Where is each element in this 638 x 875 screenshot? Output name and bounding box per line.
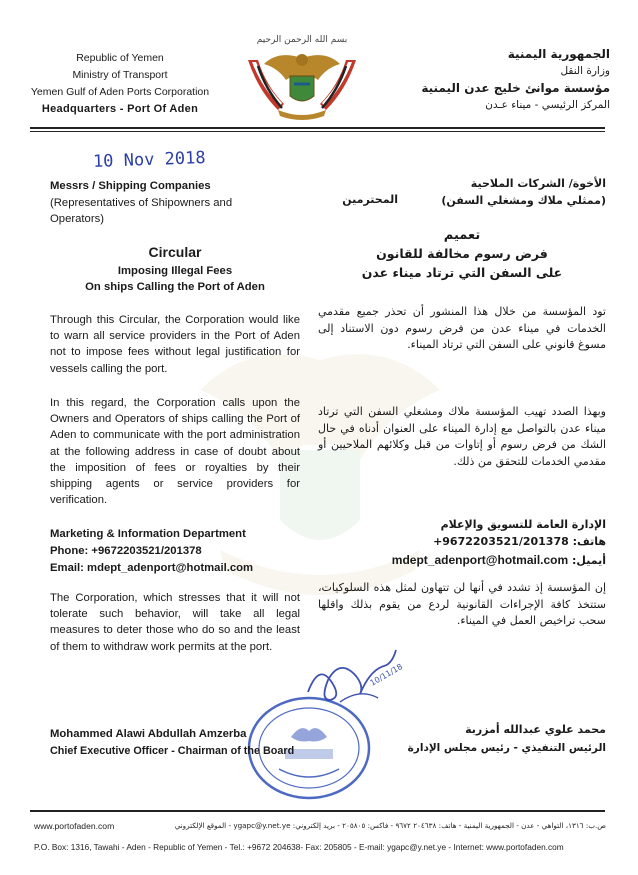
handwritten-date: 10 Nov 2018: [92, 148, 206, 172]
contact-phone-arabic-value: +9672203521/201378: [433, 535, 569, 548]
body-paragraph-3-arabic: إن المؤسسة إذ تشدد في أنها لن تتهاون لمثل هذه السلوكيات، ستتخذ كافة الإجراءات القانونية لردع من يقوم بذلك واقلها سحب تراخيص العمل في الميناء.: [318, 581, 606, 627]
footer-address-arabic: ص.ب: ١٣١٦، التواهي - عدن - الجمهورية اليمنية - هاتف: ٢٠٤٦٣٨ ٩٦٧٢ - فاكس: ٢٠٥٨٠٥ - بريد إلكتروني: ygapc@y.net.ye - الموقع الإلكتروني: [174, 821, 606, 830]
contact-phone: Phone: +9672203521/201378: [50, 545, 202, 557]
signatory-title: Chief Executive Officer - Chairman of the Board: [50, 745, 295, 757]
contact-email-arabic-value: mdept_adenport@hotmail.com: [391, 553, 569, 567]
circular-heading: Circular: [148, 244, 202, 260]
signatory-name: Mohammed Alawi Abdullah Amzerba: [50, 728, 247, 740]
corporation-name-arabic: مؤسسة موانئ خليج عدن اليمنية: [421, 81, 610, 95]
circular-subject-line1: Imposing Illegal Fees: [117, 265, 233, 277]
emblem-bismillah: بسم الله الرحمن الرحيم: [256, 35, 348, 45]
header-divider: [30, 127, 605, 129]
circular-subject-arabic-line1: فرض رسوم مخالفة للقانون: [376, 246, 548, 261]
headquarters-label: Headquarters - Port Of Aden: [41, 103, 199, 115]
country-name-arabic: الجمهورية اليمنية: [507, 47, 610, 61]
ministry-name: Ministry of Transport: [72, 69, 168, 81]
headquarters-label-arabic: المركز الرئيسي - ميناء عـدن: [485, 99, 610, 111]
ministry-name-arabic: وزارة النقل: [560, 65, 610, 77]
header-divider-thin: [30, 131, 605, 132]
footer-address-english: P.O. Box: 1316, Tawahi - Aden - Republic of Yemen - Tel.: +9672 204638- Fax: 205805 - E-mail: ygapc@y.net.ye - Internet: www.portofaden.com: [34, 842, 564, 852]
country-name: Republic of Yemen: [76, 52, 164, 64]
body-paragraph-1: Through this Circular, the Corporation would like to warn all service providers in the Port of Aden not to impose fees without legal justification for vessels calling the port.: [50, 314, 300, 375]
yemen-emblem-logo: [238, 30, 366, 125]
addressee-arabic-detail: (ممثلي ملاك ومشغلي السفن): [441, 194, 606, 207]
signatory-name-arabic: محمد علوي عبدالله أمزربة: [465, 723, 606, 736]
footer-divider: [30, 810, 605, 812]
honorific-arabic: المحترمين: [342, 193, 398, 206]
addressee-arabic: الأخوة/ الشركات الملاحية: [470, 177, 606, 190]
body-paragraph-2-arabic: وبهذا الصدد تهيب المؤسسة ملاك ومشغلي السفن التي ترتاد ميناء عدن بالتواصل مع إدارة الميناء على العنوان أدناه في حال الشك من فرض رسوم أو إتاوات من قبل وكلائهم الملاحيين أو مقدمي الخدمات للتحقق من ذلك.: [318, 405, 606, 468]
corporation-name: Yemen Gulf of Aden Ports Corporation: [30, 86, 210, 98]
footer-website[interactable]: www.portofaden.com: [34, 821, 115, 831]
contact-phone-arabic: [318, 534, 606, 551]
addressee-english-detail: (Representatives of Shipowners and Operators): [50, 197, 233, 226]
circular-subject-arabic-line2: على السفن التي ترتاد ميناء عدن: [361, 265, 563, 280]
signatory-title-arabic: الرئيس التنفيذي - رئيس مجلس الإدارة: [407, 742, 606, 754]
contact-email-arabic-label: أيميل:: [572, 554, 606, 567]
circular-heading-arabic: تعميم: [443, 228, 481, 243]
circular-subject-line2: On ships Calling the Port of Aden: [85, 281, 265, 293]
svg-text:10/11/18: 10/11/18: [368, 661, 405, 688]
contact-department-arabic: الإدارة العامة للتسويق والإعلام: [440, 518, 606, 531]
contact-email-arabic: [318, 552, 606, 570]
contact-department: Marketing & Information Department: [50, 528, 246, 540]
body-paragraph-1-arabic: تود المؤسسة من خلال هذا المنشور أن تحذر جميع مقدمي الخدمات في ميناء عدن من فرض رسوم دون الاستناد إلى مسوغ قانوني على السفن التي ترتاد الميناء.: [318, 305, 606, 351]
body-paragraph-2: In this regard, the Corporation calls upon the Owners and Operators of ships calling the Port of Aden to communicate with the port administration at the following address in case of doubt about the imposition of fees or royalties by their shipping agents or service providers for verification.: [50, 397, 300, 507]
letterhead-english: [20, 50, 220, 118]
contact-email: Email: mdept_adenport@hotmail.com: [50, 562, 254, 574]
letterhead-arabic: [420, 46, 610, 114]
addressee-english: Messrs / Shipping Companies: [50, 180, 211, 192]
contact-phone-arabic-label: هاتف:: [572, 535, 606, 548]
body-paragraph-3: The Corporation, which stresses that it will not tolerate such behavior, will take all legal measures to deter those who do so and the least of them to withdraw work permits at the port.: [50, 592, 300, 653]
